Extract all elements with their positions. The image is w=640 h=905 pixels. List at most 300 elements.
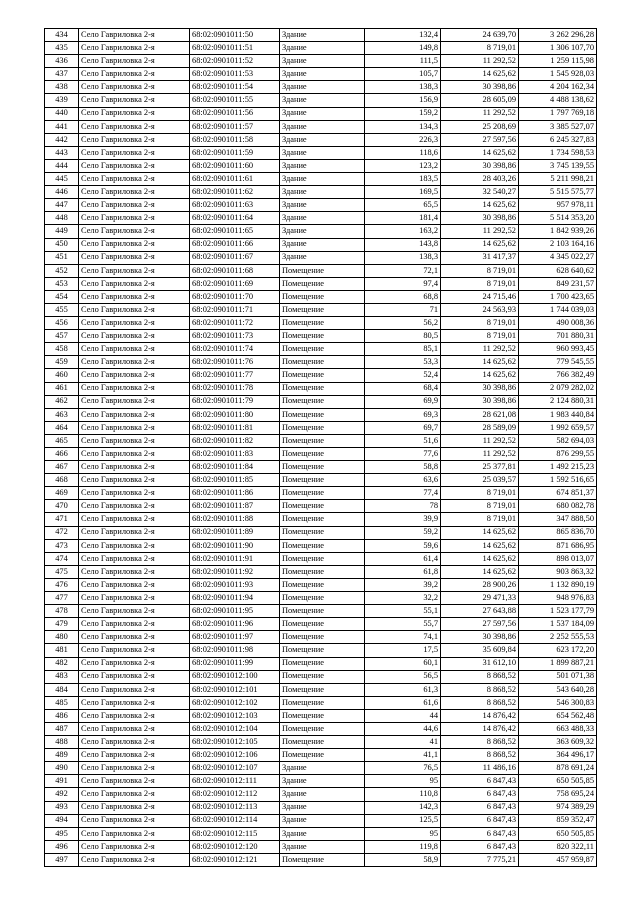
cell-settlement: Село Гавриловка 2-я <box>79 133 190 146</box>
table-row <box>45 513 597 526</box>
cell-specific-value: 24 639,70 <box>441 29 519 42</box>
cell-settlement: Село Гавриловка 2-я <box>79 592 190 605</box>
cell-row-number: 455 <box>45 303 79 316</box>
cell-area: 80,5 <box>365 330 441 343</box>
cell-cadastral-number: 68:02:0901011:80 <box>190 408 280 421</box>
cell-specific-value: 14 625,62 <box>441 539 519 552</box>
cell-specific-value: 32 540,27 <box>441 186 519 199</box>
cell-cadastral-value: 546 300,83 <box>519 696 597 709</box>
cell-row-number: 488 <box>45 736 79 749</box>
table-row <box>45 81 597 94</box>
cell-row-number: 441 <box>45 120 79 133</box>
cell-cadastral-value: 701 880,31 <box>519 330 597 343</box>
cell-object-type: Помещение <box>280 631 365 644</box>
cell-area: 63,6 <box>365 474 441 487</box>
cell-object-type: Помещение <box>280 657 365 670</box>
cell-object-type: Помещение <box>280 683 365 696</box>
cell-cadastral-value: 363 609,32 <box>519 736 597 749</box>
cell-specific-value: 30 398,86 <box>441 159 519 172</box>
cell-area: 183,5 <box>365 173 441 186</box>
table-row <box>45 212 597 225</box>
table-row <box>45 251 597 264</box>
cell-object-type: Здание <box>280 840 365 853</box>
cell-area: 138,3 <box>365 251 441 264</box>
cell-cadastral-value: 5 515 575,77 <box>519 186 597 199</box>
table-row <box>45 238 597 251</box>
cell-specific-value: 35 609,84 <box>441 644 519 657</box>
cell-cadastral-value: 1 259 115,98 <box>519 55 597 68</box>
cell-area: 56,2 <box>365 317 441 330</box>
cell-specific-value: 28 621,08 <box>441 408 519 421</box>
cell-cadastral-number: 68:02:0901011:84 <box>190 461 280 474</box>
cell-cadastral-number: 68:02:0901011:54 <box>190 81 280 94</box>
cell-cadastral-number: 68:02:0901011:83 <box>190 448 280 461</box>
cell-object-type: Здание <box>280 212 365 225</box>
cell-row-number: 460 <box>45 369 79 382</box>
cell-cadastral-value: 4 488 138,62 <box>519 94 597 107</box>
cell-specific-value: 25 208,69 <box>441 120 519 133</box>
cell-object-type: Здание <box>280 133 365 146</box>
cell-settlement: Село Гавриловка 2-я <box>79 474 190 487</box>
cell-object-type: Здание <box>280 801 365 814</box>
cell-area: 72,1 <box>365 264 441 277</box>
cell-object-type: Помещение <box>280 264 365 277</box>
cell-area: 76,5 <box>365 762 441 775</box>
cell-cadastral-number: 68:02:0901011:98 <box>190 644 280 657</box>
cell-cadastral-value: 582 694,03 <box>519 434 597 447</box>
table-row <box>45 395 597 408</box>
cell-settlement: Село Гавриловка 2-я <box>79 290 190 303</box>
cell-object-type: Помещение <box>280 605 365 618</box>
table-body <box>45 29 597 867</box>
cell-settlement: Село Гавриловка 2-я <box>79 186 190 199</box>
cell-specific-value: 8 719,01 <box>441 330 519 343</box>
cell-specific-value: 8 719,01 <box>441 317 519 330</box>
table-row <box>45 55 597 68</box>
cell-row-number: 468 <box>45 474 79 487</box>
cell-object-type: Помещение <box>280 382 365 395</box>
table-row <box>45 343 597 356</box>
table-row <box>45 801 597 814</box>
cell-area: 68,8 <box>365 290 441 303</box>
cell-cadastral-value: 903 863,32 <box>519 565 597 578</box>
cell-row-number: 487 <box>45 722 79 735</box>
cell-specific-value: 6 847,43 <box>441 840 519 853</box>
cell-cadastral-number: 68:02:0901011:96 <box>190 618 280 631</box>
cell-cadastral-number: 68:02:0901011:73 <box>190 330 280 343</box>
cell-row-number: 470 <box>45 500 79 513</box>
cell-specific-value: 30 398,86 <box>441 395 519 408</box>
cell-cadastral-value: 628 640,62 <box>519 264 597 277</box>
cell-cadastral-number: 68:02:0901011:74 <box>190 343 280 356</box>
cell-specific-value: 27 643,88 <box>441 605 519 618</box>
cell-specific-value: 8 719,01 <box>441 500 519 513</box>
cell-settlement: Село Гавриловка 2-я <box>79 618 190 631</box>
cell-row-number: 467 <box>45 461 79 474</box>
cell-area: 123,2 <box>365 159 441 172</box>
cell-area: 55,7 <box>365 618 441 631</box>
cell-settlement: Село Гавриловка 2-я <box>79 42 190 55</box>
cell-area: 159,2 <box>365 107 441 120</box>
cell-object-type: Помещение <box>280 474 365 487</box>
table-row <box>45 68 597 81</box>
cell-area: 77,6 <box>365 448 441 461</box>
cell-cadastral-value: 1 983 440,84 <box>519 408 597 421</box>
cell-row-number: 435 <box>45 42 79 55</box>
cell-object-type: Помещение <box>280 749 365 762</box>
cell-specific-value: 31 417,37 <box>441 251 519 264</box>
cell-area: 143,8 <box>365 238 441 251</box>
cell-cadastral-value: 766 382,49 <box>519 369 597 382</box>
cell-object-type: Помещение <box>280 644 365 657</box>
cell-settlement: Село Гавриловка 2-я <box>79 356 190 369</box>
cell-area: 132,4 <box>365 29 441 42</box>
cell-specific-value: 8 868,52 <box>441 670 519 683</box>
cell-object-type: Помещение <box>280 722 365 735</box>
cell-cadastral-value: 650 505,85 <box>519 827 597 840</box>
cell-object-type: Помещение <box>280 618 365 631</box>
cell-settlement: Село Гавриловка 2-я <box>79 277 190 290</box>
cell-cadastral-number: 68:02:0901012:106 <box>190 749 280 762</box>
cell-cadastral-number: 68:02:0901011:69 <box>190 277 280 290</box>
cell-cadastral-value: 1 992 659,57 <box>519 421 597 434</box>
cell-cadastral-number: 68:02:0901011:86 <box>190 487 280 500</box>
cell-object-type: Здание <box>280 814 365 827</box>
cell-specific-value: 8 719,01 <box>441 513 519 526</box>
cell-cadastral-value: 1 899 887,21 <box>519 657 597 670</box>
cell-specific-value: 7 775,21 <box>441 853 519 866</box>
cell-cadastral-number: 68:02:0901011:77 <box>190 369 280 382</box>
cell-cadastral-value: 3 385 527,07 <box>519 120 597 133</box>
cell-specific-value: 14 625,62 <box>441 526 519 539</box>
cell-specific-value: 8 719,01 <box>441 277 519 290</box>
cell-row-number: 451 <box>45 251 79 264</box>
cell-cadastral-number: 68:02:0901011:71 <box>190 303 280 316</box>
cell-object-type: Помещение <box>280 461 365 474</box>
table-row <box>45 814 597 827</box>
cell-specific-value: 11 292,52 <box>441 225 519 238</box>
cell-settlement: Село Гавриловка 2-я <box>79 238 190 251</box>
cell-cadastral-number: 68:02:0901012:103 <box>190 709 280 722</box>
cell-area: 69,7 <box>365 421 441 434</box>
cell-settlement: Село Гавриловка 2-я <box>79 421 190 434</box>
cell-object-type: Помещение <box>280 500 365 513</box>
cell-cadastral-number: 68:02:0901011:63 <box>190 199 280 212</box>
cell-object-type: Здание <box>280 173 365 186</box>
cell-specific-value: 28 589,09 <box>441 421 519 434</box>
cell-settlement: Село Гавриловка 2-я <box>79 29 190 42</box>
cell-settlement: Село Гавриловка 2-я <box>79 801 190 814</box>
cell-area: 69,3 <box>365 408 441 421</box>
cell-settlement: Село Гавриловка 2-я <box>79 173 190 186</box>
cell-cadastral-value: 948 976,83 <box>519 592 597 605</box>
cell-object-type: Здание <box>280 68 365 81</box>
cell-settlement: Село Гавриловка 2-я <box>79 696 190 709</box>
cell-area: 61,3 <box>365 683 441 696</box>
cell-object-type: Здание <box>280 225 365 238</box>
cell-row-number: 495 <box>45 827 79 840</box>
cell-row-number: 450 <box>45 238 79 251</box>
cell-row-number: 444 <box>45 159 79 172</box>
table-row <box>45 592 597 605</box>
cell-row-number: 477 <box>45 592 79 605</box>
cell-cadastral-value: 779 545,55 <box>519 356 597 369</box>
cell-row-number: 453 <box>45 277 79 290</box>
cell-specific-value: 14 625,62 <box>441 238 519 251</box>
table-row <box>45 434 597 447</box>
table-row <box>45 500 597 513</box>
cell-area: 111,5 <box>365 55 441 68</box>
cell-specific-value: 14 625,62 <box>441 369 519 382</box>
table-row <box>45 657 597 670</box>
cell-specific-value: 14 625,62 <box>441 356 519 369</box>
cell-cadastral-number: 68:02:0901011:95 <box>190 605 280 618</box>
cell-cadastral-number: 68:02:0901011:94 <box>190 592 280 605</box>
cell-object-type: Помещение <box>280 578 365 591</box>
cell-object-type: Помещение <box>280 513 365 526</box>
cell-cadastral-value: 865 836,70 <box>519 526 597 539</box>
cell-cadastral-value: 1 842 939,26 <box>519 225 597 238</box>
cell-specific-value: 6 847,43 <box>441 827 519 840</box>
cell-specific-value: 14 625,62 <box>441 146 519 159</box>
cell-specific-value: 31 612,10 <box>441 657 519 670</box>
cell-cadastral-number: 68:02:0901011:60 <box>190 159 280 172</box>
cell-area: 125,5 <box>365 814 441 827</box>
cell-specific-value: 14 625,62 <box>441 68 519 81</box>
cell-row-number: 484 <box>45 683 79 696</box>
cell-settlement: Село Гавриловка 2-я <box>79 631 190 644</box>
cell-cadastral-value: 457 959,87 <box>519 853 597 866</box>
cell-area: 65,5 <box>365 199 441 212</box>
cell-cadastral-number: 68:02:0901011:68 <box>190 264 280 277</box>
cell-area: 181,4 <box>365 212 441 225</box>
cell-cadastral-value: 5 211 998,21 <box>519 173 597 186</box>
cell-row-number: 445 <box>45 173 79 186</box>
cell-specific-value: 28 900,26 <box>441 578 519 591</box>
cell-row-number: 442 <box>45 133 79 146</box>
cell-cadastral-number: 68:02:0901011:78 <box>190 382 280 395</box>
cell-specific-value: 6 847,43 <box>441 775 519 788</box>
cell-settlement: Село Гавриловка 2-я <box>79 814 190 827</box>
cell-object-type: Помещение <box>280 434 365 447</box>
cell-row-number: 494 <box>45 814 79 827</box>
cell-cadastral-value: 6 245 327,83 <box>519 133 597 146</box>
cell-specific-value: 14 625,62 <box>441 565 519 578</box>
cell-row-number: 449 <box>45 225 79 238</box>
cell-cadastral-value: 654 562,48 <box>519 709 597 722</box>
cell-settlement: Село Гавриловка 2-я <box>79 343 190 356</box>
cell-specific-value: 11 292,52 <box>441 434 519 447</box>
cell-object-type: Помещение <box>280 736 365 749</box>
table-row <box>45 330 597 343</box>
cell-specific-value: 8 719,01 <box>441 42 519 55</box>
cell-cadastral-number: 68:02:0901011:72 <box>190 317 280 330</box>
cell-object-type: Помещение <box>280 592 365 605</box>
cell-cadastral-value: 876 299,55 <box>519 448 597 461</box>
cell-object-type: Помещение <box>280 448 365 461</box>
cell-area: 17,5 <box>365 644 441 657</box>
cell-cadastral-number: 68:02:0901011:65 <box>190 225 280 238</box>
cell-specific-value: 25 039,57 <box>441 474 519 487</box>
cell-cadastral-value: 2 103 164,16 <box>519 238 597 251</box>
cell-object-type: Помещение <box>280 395 365 408</box>
cell-area: 156,9 <box>365 94 441 107</box>
cell-object-type: Помещение <box>280 539 365 552</box>
table-row <box>45 107 597 120</box>
cell-object-type: Помещение <box>280 565 365 578</box>
cell-cadastral-value: 5 514 353,20 <box>519 212 597 225</box>
cell-row-number: 458 <box>45 343 79 356</box>
cell-cadastral-number: 68:02:0901011:70 <box>190 290 280 303</box>
table-row <box>45 159 597 172</box>
cell-row-number: 489 <box>45 749 79 762</box>
cell-row-number: 439 <box>45 94 79 107</box>
cell-row-number: 473 <box>45 539 79 552</box>
table-row <box>45 775 597 788</box>
cell-area: 78 <box>365 500 441 513</box>
cell-specific-value: 11 292,52 <box>441 343 519 356</box>
cell-cadastral-number: 68:02:0901011:79 <box>190 395 280 408</box>
cell-row-number: 465 <box>45 434 79 447</box>
cell-area: 41,1 <box>365 749 441 762</box>
cell-specific-value: 14 625,62 <box>441 199 519 212</box>
cell-cadastral-value: 758 695,24 <box>519 788 597 801</box>
cell-cadastral-number: 68:02:0901012:100 <box>190 670 280 683</box>
cell-row-number: 496 <box>45 840 79 853</box>
cell-specific-value: 24 563,93 <box>441 303 519 316</box>
cell-cadastral-number: 68:02:0901012:121 <box>190 853 280 866</box>
table-row <box>45 290 597 303</box>
cell-specific-value: 24 715,46 <box>441 290 519 303</box>
table-row <box>45 788 597 801</box>
table-row <box>45 94 597 107</box>
table-row <box>45 186 597 199</box>
cell-cadastral-value: 1 306 107,70 <box>519 42 597 55</box>
cell-cadastral-number: 68:02:0901012:102 <box>190 696 280 709</box>
table-row <box>45 840 597 853</box>
cell-area: 95 <box>365 775 441 788</box>
cell-settlement: Село Гавриловка 2-я <box>79 68 190 81</box>
cell-area: 138,3 <box>365 81 441 94</box>
cell-settlement: Село Гавриловка 2-я <box>79 120 190 133</box>
cell-cadastral-number: 68:02:0901011:92 <box>190 565 280 578</box>
cell-cadastral-number: 68:02:0901011:89 <box>190 526 280 539</box>
cell-settlement: Село Гавриловка 2-я <box>79 395 190 408</box>
cell-object-type: Помещение <box>280 526 365 539</box>
cell-area: 58,9 <box>365 853 441 866</box>
cell-settlement: Село Гавриловка 2-я <box>79 81 190 94</box>
table-row <box>45 369 597 382</box>
cell-cadastral-value: 4 345 022,27 <box>519 251 597 264</box>
cell-row-number: 459 <box>45 356 79 369</box>
cell-settlement: Село Гавриловка 2-я <box>79 736 190 749</box>
cell-area: 59,6 <box>365 539 441 552</box>
table-row <box>45 29 597 42</box>
cell-settlement: Село Гавриловка 2-я <box>79 526 190 539</box>
cell-object-type: Здание <box>280 238 365 251</box>
cell-settlement: Село Гавриловка 2-я <box>79 840 190 853</box>
cell-row-number: 456 <box>45 317 79 330</box>
cell-row-number: 491 <box>45 775 79 788</box>
table-row <box>45 578 597 591</box>
cell-specific-value: 11 292,52 <box>441 107 519 120</box>
cell-object-type: Помещение <box>280 356 365 369</box>
cell-cadastral-value: 820 322,11 <box>519 840 597 853</box>
cell-settlement: Село Гавриловка 2-я <box>79 539 190 552</box>
cell-settlement: Село Гавриловка 2-я <box>79 683 190 696</box>
cell-row-number: 454 <box>45 290 79 303</box>
table-row <box>45 670 597 683</box>
cell-area: 39,9 <box>365 513 441 526</box>
cell-row-number: 486 <box>45 709 79 722</box>
table-row <box>45 605 597 618</box>
cell-row-number: 446 <box>45 186 79 199</box>
cell-object-type: Помещение <box>280 670 365 683</box>
cell-specific-value: 30 398,86 <box>441 382 519 395</box>
cell-cadastral-value: 974 389,29 <box>519 801 597 814</box>
cell-settlement: Село Гавриловка 2-я <box>79 513 190 526</box>
cell-row-number: 493 <box>45 801 79 814</box>
cell-area: 119,8 <box>365 840 441 853</box>
table-row <box>45 696 597 709</box>
cell-cadastral-value: 2 079 282,02 <box>519 382 597 395</box>
cell-settlement: Село Гавриловка 2-я <box>79 303 190 316</box>
cell-object-type: Помещение <box>280 408 365 421</box>
cell-area: 142,3 <box>365 801 441 814</box>
cell-specific-value: 6 847,43 <box>441 788 519 801</box>
cell-cadastral-value: 680 082,78 <box>519 500 597 513</box>
cell-settlement: Село Гавриловка 2-я <box>79 369 190 382</box>
cell-cadastral-value: 1 132 890,19 <box>519 578 597 591</box>
table-row <box>45 264 597 277</box>
cell-settlement: Село Гавриловка 2-я <box>79 55 190 68</box>
cell-cadastral-value: 1 700 423,65 <box>519 290 597 303</box>
cell-specific-value: 6 847,43 <box>441 801 519 814</box>
cell-settlement: Село Гавриловка 2-я <box>79 657 190 670</box>
cell-row-number: 438 <box>45 81 79 94</box>
cell-row-number: 437 <box>45 68 79 81</box>
cell-cadastral-number: 68:02:0901011:56 <box>190 107 280 120</box>
cell-specific-value: 8 719,01 <box>441 264 519 277</box>
cell-specific-value: 14 876,42 <box>441 709 519 722</box>
table-row <box>45 225 597 238</box>
table-row <box>45 526 597 539</box>
table-row <box>45 722 597 735</box>
cell-specific-value: 8 868,52 <box>441 696 519 709</box>
cell-cadastral-value: 347 888,50 <box>519 513 597 526</box>
cell-settlement: Село Гавриловка 2-я <box>79 146 190 159</box>
cell-cadastral-number: 68:02:0901011:51 <box>190 42 280 55</box>
cell-specific-value: 8 868,52 <box>441 683 519 696</box>
cell-cadastral-value: 878 691,24 <box>519 762 597 775</box>
cell-area: 118,6 <box>365 146 441 159</box>
cell-specific-value: 27 597,56 <box>441 618 519 631</box>
table-row <box>45 317 597 330</box>
cell-object-type: Помещение <box>280 343 365 356</box>
cell-cadastral-value: 898 013,07 <box>519 552 597 565</box>
cell-cadastral-number: 68:02:0901012:101 <box>190 683 280 696</box>
cell-specific-value: 30 398,86 <box>441 631 519 644</box>
cell-cadastral-number: 68:02:0901011:55 <box>190 94 280 107</box>
table-row <box>45 709 597 722</box>
table-row <box>45 199 597 212</box>
cell-settlement: Село Гавриловка 2-я <box>79 107 190 120</box>
cell-row-number: 485 <box>45 696 79 709</box>
cell-settlement: Село Гавриловка 2-я <box>79 212 190 225</box>
cell-cadastral-number: 68:02:0901012:112 <box>190 788 280 801</box>
cell-settlement: Село Гавриловка 2-я <box>79 434 190 447</box>
table-row <box>45 631 597 644</box>
